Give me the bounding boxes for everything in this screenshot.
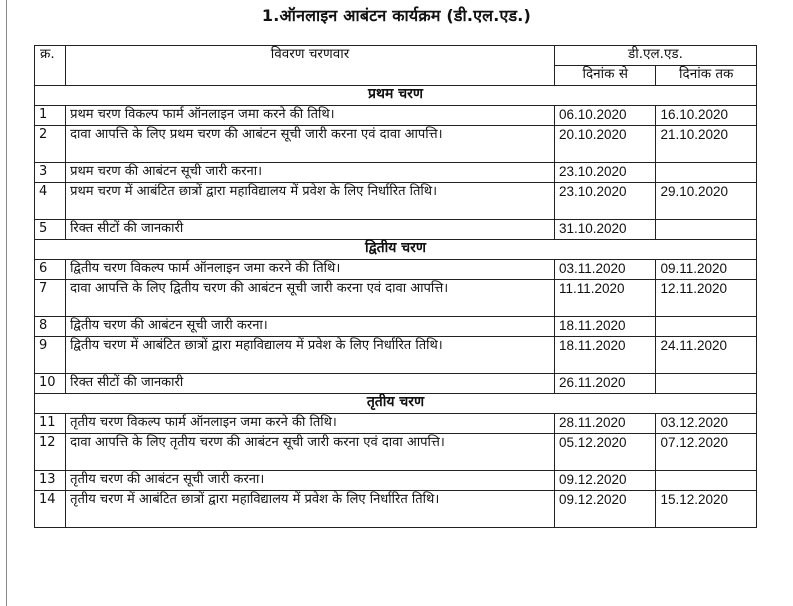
- row-from-date: 06.10.2020: [554, 106, 656, 126]
- row-from-date: 26.11.2020: [554, 374, 656, 394]
- row-number: 7: [35, 280, 66, 317]
- row-description: रिक्त सीटों की जानकारी: [66, 220, 555, 240]
- header-from-date: दिनांक से: [554, 66, 656, 86]
- row-description: दावा आपत्ति के लिए तृतीय चरण की आबंटन सूची जारी करना एवं दावा आपत्ति।: [66, 434, 555, 471]
- row-number: 9: [35, 337, 66, 374]
- row-number: 1: [35, 106, 66, 126]
- row-description: प्रथम चरण में आबंटित छात्रों द्वारा महाविद्यालय में प्रवेश के लिए निर्धारित तिथि।: [66, 183, 555, 220]
- row-description: प्रथम चरण की आबंटन सूची जारी करना।: [66, 163, 555, 183]
- row-description: तृतीय चरण विकल्प फार्म ऑनलाइन जमा करने की तिथि।: [66, 414, 555, 434]
- row-number: 11: [35, 414, 66, 434]
- phase-heading: द्वितीय चरण: [35, 240, 757, 260]
- row-number: 10: [35, 374, 66, 394]
- row-number: 5: [35, 220, 66, 240]
- row-to-date: [656, 317, 757, 337]
- row-from-date: 11.11.2020: [554, 280, 656, 317]
- row-to-date: 07.12.2020: [656, 434, 757, 471]
- row-number: 4: [35, 183, 66, 220]
- row-from-date: 03.11.2020: [554, 260, 656, 280]
- row-to-date: 16.10.2020: [656, 106, 757, 126]
- header-serial: क्र.: [35, 46, 66, 86]
- row-number: 13: [35, 471, 66, 491]
- phase-heading: प्रथम चरण: [35, 86, 757, 106]
- row-from-date: 20.10.2020: [554, 126, 656, 163]
- row-from-date: 09.12.2020: [554, 471, 656, 491]
- schedule-table: [34, 45, 757, 528]
- page-edge-rule: [6, 0, 7, 606]
- row-to-date: [656, 471, 757, 491]
- row-to-date: 24.11.2020: [656, 337, 757, 374]
- row-to-date: 09.11.2020: [656, 260, 757, 280]
- row-from-date: 23.10.2020: [554, 183, 656, 220]
- row-number: 2: [35, 126, 66, 163]
- table-row: [35, 434, 757, 471]
- row-description: दावा आपत्ति के लिए द्वितीय चरण की आबंटन सूची जारी करना एवं दावा आपत्ति।: [66, 280, 555, 317]
- row-number: 8: [35, 317, 66, 337]
- row-to-date: 29.10.2020: [656, 183, 757, 220]
- table-row: [35, 317, 757, 337]
- table-row: [35, 471, 757, 491]
- header-to-date: दिनांक तक: [656, 66, 757, 86]
- table-row: [35, 220, 757, 240]
- row-number: 6: [35, 260, 66, 280]
- table-row: [35, 374, 757, 394]
- table-row: [35, 163, 757, 183]
- row-description: तृतीय चरण में आबंटित छात्रों द्वारा महाविद्यालय में प्रवेश के लिए निर्धारित तिथि।: [66, 491, 555, 528]
- row-to-date: 03.12.2020: [656, 414, 757, 434]
- row-description: द्वितीय चरण विकल्प फार्म ऑनलाइन जमा करने की तिथि।: [66, 260, 555, 280]
- header-program: डी.एल.एड.: [554, 46, 756, 66]
- row-to-date: 15.12.2020: [656, 491, 757, 528]
- row-number: 12: [35, 434, 66, 471]
- table-row: [35, 414, 757, 434]
- table-row: [35, 337, 757, 374]
- page-title: 1.ऑनलाइन आबंटन कार्यक्रम (डी.एल.एड.): [261, 6, 532, 25]
- row-description: रिक्त सीटों की जानकारी: [66, 374, 555, 394]
- row-from-date: 05.12.2020: [554, 434, 656, 471]
- table-row: [35, 280, 757, 317]
- table-row: [35, 106, 757, 126]
- row-description: तृतीय चरण की आबंटन सूची जारी करना।: [66, 471, 555, 491]
- row-from-date: 28.11.2020: [554, 414, 656, 434]
- row-to-date: [656, 163, 757, 183]
- table-row: [35, 126, 757, 163]
- row-from-date: 18.11.2020: [554, 317, 656, 337]
- table-row: [35, 260, 757, 280]
- row-from-date: 09.12.2020: [554, 491, 656, 528]
- row-number: 14: [35, 491, 66, 528]
- row-description: प्रथम चरण विकल्प फार्म ऑनलाइन जमा करने की तिथि।: [66, 106, 555, 126]
- header-description: विवरण चरणवार: [66, 46, 555, 86]
- row-from-date: 31.10.2020: [554, 220, 656, 240]
- phase-heading: तृतीय चरण: [35, 394, 757, 414]
- row-number: 3: [35, 163, 66, 183]
- row-from-date: 23.10.2020: [554, 163, 656, 183]
- row-to-date: [656, 220, 757, 240]
- row-description: द्वितीय चरण की आबंटन सूची जारी करना।: [66, 317, 555, 337]
- row-from-date: 18.11.2020: [554, 337, 656, 374]
- row-to-date: 21.10.2020: [656, 126, 757, 163]
- table-row: [35, 183, 757, 220]
- table-row: [35, 491, 757, 528]
- row-to-date: [656, 374, 757, 394]
- row-description: दावा आपत्ति के लिए प्रथम चरण की आबंटन सूची जारी करना एवं दावा आपत्ति।: [66, 126, 555, 163]
- row-description: द्वितीय चरण में आबंटित छात्रों द्वारा महाविद्यालय में प्रवेश के लिए निर्धारित तिथि।: [66, 337, 555, 374]
- row-to-date: 12.11.2020: [656, 280, 757, 317]
